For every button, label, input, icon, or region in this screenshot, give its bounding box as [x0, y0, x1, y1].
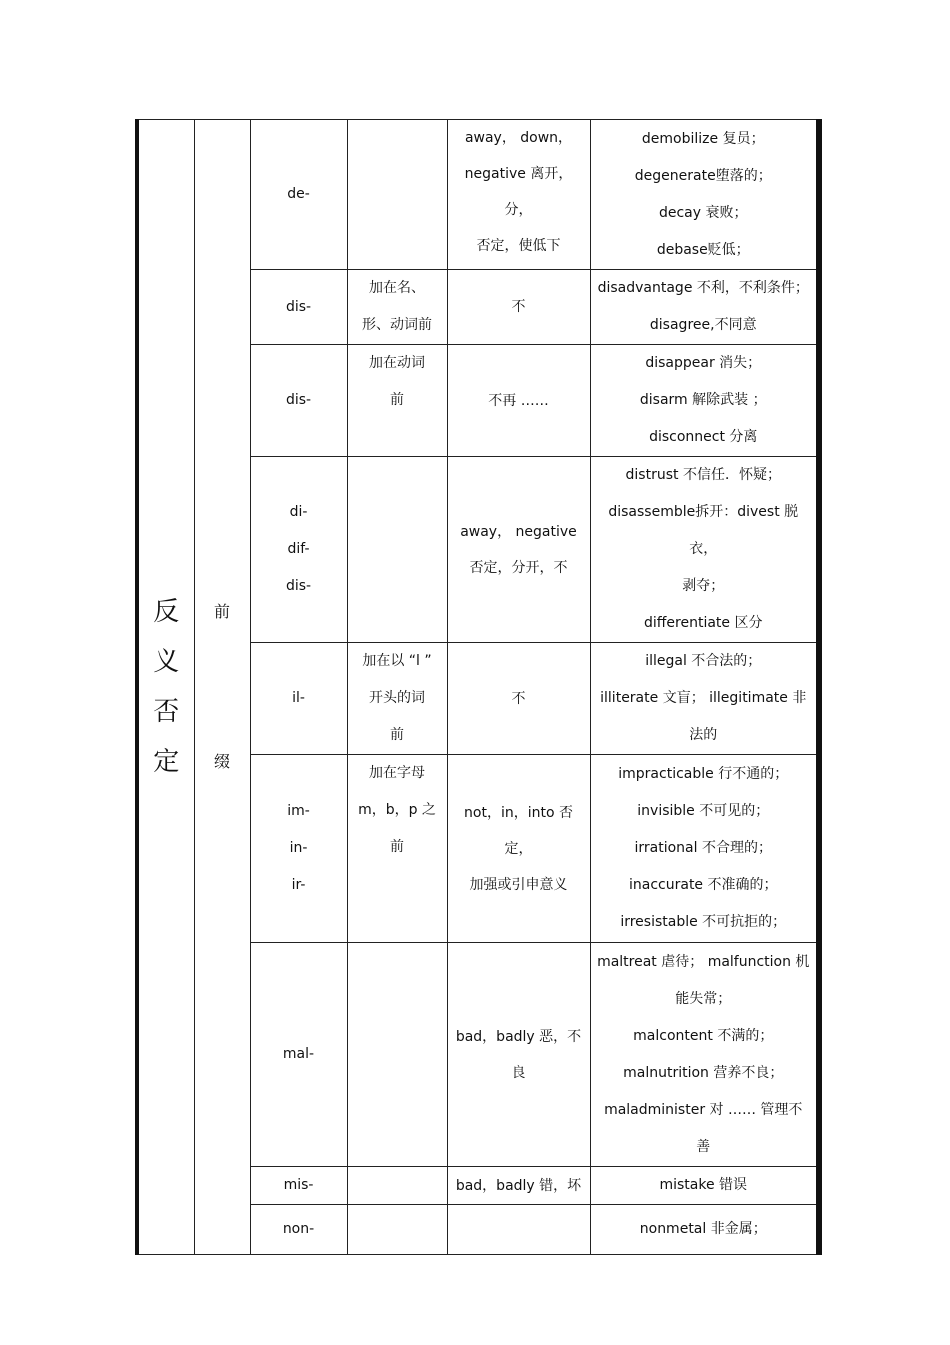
example-text: disconnect 分离: [649, 429, 758, 445]
examples-cell: [590, 457, 819, 643]
prefix-cell: [250, 643, 347, 755]
example-text: mistake 错误: [659, 1177, 748, 1193]
prefix-cell: [250, 943, 347, 1167]
category-cell: [137, 120, 194, 1255]
example-text: maladminister 对 …… 管理不: [604, 1101, 803, 1118]
usage-note-text: 前: [390, 727, 404, 743]
prefix-text: dis-: [285, 298, 312, 315]
meaning-text: bad，badly 恶，不: [455, 1028, 582, 1045]
usage-note-text: 加在字母: [369, 765, 425, 781]
prefix-text: dis-: [285, 578, 312, 594]
example-text: distrust 不信任．怀疑；: [625, 467, 781, 483]
examples-cell: [590, 270, 819, 345]
examples-cell: [590, 1167, 819, 1205]
meaning-text: 加强或引申意义: [469, 876, 568, 893]
example-text: disagree,不同意: [649, 317, 757, 333]
example-text: malcontent 不满的；: [633, 1027, 774, 1044]
example-text: illegal 不合法的；: [645, 653, 762, 669]
examples-cell: [590, 643, 819, 755]
example-text: nonmetal 非金属；: [639, 1221, 767, 1237]
category-char: 定: [153, 747, 180, 777]
meaning-text: negative 离开，分，: [464, 166, 573, 218]
examples-cell: [590, 943, 819, 1167]
example-text: irresistable 不可抗拒的；: [620, 914, 787, 930]
prefix-cell: [250, 1205, 347, 1255]
example-text: invisible 不可见的；: [637, 803, 770, 819]
example-text: 善: [696, 1138, 711, 1155]
meaning-text: away， negative: [460, 523, 577, 540]
meaning-cell: [447, 1205, 590, 1255]
examples-cell: [590, 1205, 819, 1255]
example-text: inaccurate 不准确的；: [629, 877, 778, 893]
example-text: differentiate 区分: [644, 615, 763, 631]
prefix-text: dis-: [285, 392, 312, 408]
example-text: illiterate 文盲； illegitimate 非: [600, 690, 807, 706]
meaning-cell: [447, 1167, 590, 1205]
prefix-text: mis-: [283, 1177, 314, 1193]
usage-note-text: 加在名、: [369, 280, 425, 296]
usage-note-text: 加在以 “l ”: [362, 653, 432, 669]
examples-cell: [590, 120, 819, 270]
usage-note-cell: [347, 943, 447, 1167]
example-text: disassemble拆开：divest 脱衣，: [608, 504, 799, 557]
meaning-cell: [447, 457, 590, 643]
meaning-text: 否定，使低下: [476, 238, 561, 254]
example-text: maltreat 虐待； malfunction 机: [597, 953, 810, 970]
example-text: disappear 消失；: [645, 355, 762, 371]
meaning-text: not，in，into 否定，: [464, 804, 573, 857]
example-text: disadvantage 不利，不利条件；: [597, 280, 809, 296]
prefix-text: dif-: [287, 541, 310, 557]
table-row: [137, 120, 819, 270]
usage-note-text: 加在动词: [369, 355, 425, 371]
example-text: impracticable 行不通的；: [618, 766, 789, 782]
example-text: degenerate堕落的；: [634, 167, 772, 184]
prefix-text: ir-: [291, 877, 306, 893]
prefix-text: di-: [289, 504, 308, 520]
prefix-text: im-: [287, 803, 310, 819]
example-text: irrational 不合理的；: [634, 840, 772, 856]
example-text: decay 衰败；: [658, 204, 748, 221]
meaning-cell: [447, 270, 590, 345]
subcategory-char: 前: [213, 602, 230, 621]
usage-note-cell: [347, 457, 447, 643]
prefix-text: mal-: [282, 1046, 315, 1062]
usage-note-cell: [347, 270, 447, 345]
prefix-cell: [250, 120, 347, 270]
prefix-text: non-: [282, 1221, 315, 1237]
subcategory-char: 缀: [213, 752, 230, 771]
prefix-cell: [250, 1167, 347, 1205]
usage-note-text: 形、动词前: [362, 317, 432, 333]
prefix-table: [135, 119, 822, 1255]
category-char: 反: [153, 597, 180, 627]
meaning-text: 否定，分开，不: [469, 559, 568, 576]
meaning-cell: [447, 943, 590, 1167]
example-text: 剥夺；: [682, 578, 725, 594]
usage-note-cell: [347, 643, 447, 755]
example-text: disarm 解除武装 ；: [639, 392, 767, 408]
usage-note-cell: [347, 1167, 447, 1205]
usage-note-cell: [347, 755, 447, 943]
meaning-cell: [447, 643, 590, 755]
prefix-cell: [250, 270, 347, 345]
usage-note-cell: [347, 345, 447, 457]
subcategory-cell: [194, 120, 250, 1255]
prefix-cell: [250, 457, 347, 643]
meaning-text: 不: [511, 690, 526, 707]
prefix-text: il-: [292, 690, 305, 706]
meaning-text: bad，badly 错，坏: [455, 1177, 582, 1194]
example-text: demobilize 复员；: [641, 130, 765, 147]
meaning-cell: [447, 120, 590, 270]
meaning-cell: [447, 755, 590, 943]
prefix-text: in-: [289, 840, 308, 856]
prefix-text: de-: [287, 186, 310, 202]
example-text: 能失常；: [675, 990, 732, 1007]
usage-note-text: 开头的词: [369, 690, 425, 706]
usage-note-text: 前: [390, 839, 404, 855]
usage-note-cell: [347, 1205, 447, 1255]
example-text: debase贬低；: [656, 241, 750, 258]
usage-note-text: 前: [390, 392, 404, 408]
examples-cell: [590, 345, 819, 457]
usage-note-text: m，b，p 之: [358, 802, 436, 818]
prefix-cell: [250, 345, 347, 457]
usage-note-cell: [347, 120, 447, 270]
meaning-cell: [447, 345, 590, 457]
examples-cell: [590, 755, 819, 943]
meaning-text: 不: [511, 299, 526, 315]
category-char: 义: [153, 647, 180, 677]
example-text: malnutrition 营养不良；: [623, 1064, 784, 1081]
meaning-text: 不再 ……: [488, 392, 549, 409]
meaning-text: 良: [511, 1064, 526, 1081]
category-char: 否: [153, 697, 180, 727]
meaning-text: away， down，: [464, 130, 573, 146]
prefix-cell: [250, 755, 347, 943]
example-text: 法的: [689, 727, 718, 743]
